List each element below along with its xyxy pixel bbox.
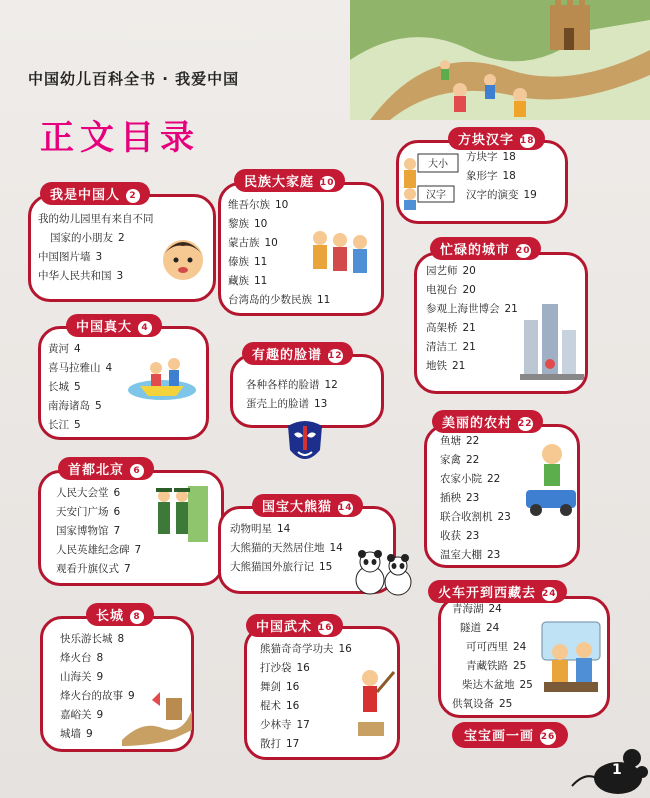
toc-item[interactable]: 联合收割机 23	[440, 511, 511, 523]
toc-item[interactable]: 农家小院 22	[440, 473, 501, 485]
section-title-label: 火车开到西藏去	[438, 586, 537, 601]
section-items-s9	[466, 148, 537, 205]
section-page-badge: 22	[518, 418, 533, 429]
section-page-badge: 16	[318, 622, 333, 633]
section-title-label: 长城	[96, 609, 125, 624]
section-title-label: 方块汉字	[458, 133, 515, 148]
toc-item[interactable]: 插秧 23	[440, 492, 480, 504]
section-title-label: 民族大家庭	[244, 175, 315, 190]
section-items-s11	[440, 432, 511, 565]
toc-item[interactable]: 供氧设备 25	[452, 698, 513, 710]
toc-item[interactable]: 柴达木盆地 25	[462, 679, 533, 691]
toc-heading: 正文目录	[40, 118, 200, 158]
section-items-s7	[230, 520, 343, 577]
section-page-badge: 14	[338, 502, 353, 513]
toc-item[interactable]: 中国图片墙 3	[38, 251, 103, 263]
toc-item[interactable]: 长江 5	[48, 419, 81, 431]
child-face-illustration	[158, 232, 208, 286]
section-items-s1	[38, 210, 154, 286]
toc-item[interactable]: 人民大会堂 6	[56, 487, 121, 499]
great-wall-small-illustration	[122, 690, 192, 746]
toc-item[interactable]: 烽火台 8	[60, 652, 104, 664]
toc-item[interactable]: 高架桥 21	[426, 322, 476, 334]
section-title-s6[interactable]	[242, 342, 353, 365]
toc-item[interactable]: 动物明星 14	[230, 523, 291, 535]
city-illustration	[520, 300, 584, 388]
toc-item[interactable]: 可可西里 24	[466, 641, 527, 653]
toc-item[interactable]: 快乐游长城 8	[60, 633, 125, 645]
toc-item[interactable]: 温室大棚 23	[440, 549, 501, 561]
section-items-s3	[56, 484, 141, 579]
toc-item[interactable]: 嘉峪关 9	[60, 709, 104, 721]
toc-item[interactable]: 打沙袋 16	[260, 662, 310, 674]
toc-item[interactable]: 我的幼儿园里有来自不同	[38, 213, 154, 225]
toc-item[interactable]: 青藏铁路 25	[466, 660, 527, 672]
section-items-s2	[48, 340, 112, 435]
toc-item[interactable]: 黎族 10	[228, 218, 268, 230]
toc-item[interactable]: 鱼塘 22	[440, 435, 480, 447]
sign-text-2: 汉字	[426, 190, 446, 201]
section-title-s5[interactable]	[234, 169, 345, 192]
section-page-badge: 12	[328, 350, 343, 361]
section-items-s10	[426, 262, 518, 376]
section-page-badge: 10	[320, 177, 335, 188]
toc-item[interactable]: 散打 17	[260, 738, 300, 750]
toc-item[interactable]: 喜马拉雅山 4	[48, 362, 113, 374]
toc-item[interactable]: 家禽 22	[440, 454, 480, 466]
toc-item[interactable]: 观看升旗仪式 7	[56, 563, 131, 575]
section-title-s2[interactable]	[66, 314, 162, 337]
section-title-s8[interactable]	[246, 614, 343, 637]
kungfu-kid-illustration	[348, 666, 396, 738]
toc-item[interactable]: 国家博物馆 7	[56, 525, 121, 537]
section-page-badge: 8	[130, 610, 144, 624]
toc-item[interactable]: 天安门广场 6	[56, 506, 121, 518]
toc-item[interactable]: 青海湖 24	[452, 603, 502, 615]
toc-item[interactable]: 方块字 18	[466, 151, 516, 163]
toc-item[interactable]: 熊猫奇奇学功夫 16	[260, 643, 352, 655]
sign-text-1: 大小	[428, 159, 448, 170]
section-items-s12	[452, 600, 533, 714]
toc-item[interactable]: 台湾岛的少数民族 11	[228, 294, 331, 306]
section-title-label: 首都北京	[68, 463, 125, 478]
toc-item[interactable]: 棍术 16	[260, 700, 300, 712]
kids-boat-illustration	[126, 350, 198, 404]
toc-item[interactable]: 参观上海世博会 21	[426, 303, 518, 315]
train-passengers-illustration	[540, 620, 602, 694]
toc-item[interactable]: 电视台 20	[426, 284, 476, 296]
section-title-label: 美丽的农村	[442, 416, 513, 431]
section-title-s1[interactable]	[40, 182, 150, 205]
toc-item[interactable]: 收获 23	[440, 530, 480, 542]
soldiers-illustration	[148, 482, 212, 546]
section-title-label: 中国真大	[76, 320, 133, 335]
toc-item[interactable]: 烽火台的故事 9	[60, 690, 135, 702]
section-title-label: 我是中国人	[50, 188, 121, 203]
toc-item[interactable]: 山海关 9	[60, 671, 104, 683]
section-title-label: 有趣的脸谱	[252, 348, 323, 363]
toc-item[interactable]: 维吾尔族 10	[228, 199, 289, 211]
section-title-label: 忙碌的城市	[440, 243, 511, 258]
toc-item[interactable]: 城墙 9	[60, 728, 93, 740]
section-page-badge: 2	[126, 189, 140, 203]
section-items-s6	[246, 376, 338, 414]
section-page-badge: 18	[520, 135, 535, 146]
toc-item[interactable]: 少林寺 17	[260, 719, 310, 731]
toc-item[interactable]: 南海诸岛 5	[48, 400, 102, 412]
toc-item[interactable]: 长城 5	[48, 381, 81, 393]
toc-item[interactable]: 大熊猫国外旅行记 15	[230, 561, 333, 573]
section-title-label: 中国武术	[256, 620, 313, 635]
opera-mask-illustration	[284, 418, 326, 468]
great-wall-illustration	[350, 0, 650, 120]
toc-item[interactable]: 园艺师 20	[426, 265, 476, 277]
section-title-s11[interactable]	[432, 410, 543, 433]
pandas-illustration	[352, 548, 416, 596]
section-title-s7[interactable]	[252, 494, 363, 517]
toc-item[interactable]: 中华人民共和国 3	[38, 270, 124, 282]
extra-section-label: 宝宝画一画	[464, 729, 535, 744]
toc-item[interactable]: 地铁 21	[426, 360, 466, 372]
chinese-characters-illustration	[398, 150, 462, 210]
toc-item[interactable]: 人民英雄纪念碑 7	[56, 544, 142, 556]
toc-item[interactable]: 象形字 18	[466, 170, 516, 182]
section-title-label: 国宝大熊猫	[262, 500, 333, 515]
ethnic-kids-illustration	[306, 226, 374, 282]
toc-item[interactable]: 舞剑 16	[260, 681, 300, 693]
section-title-s10[interactable]	[430, 237, 541, 260]
toc-item[interactable]: 蒙古族 10	[228, 237, 278, 249]
section-items-s8	[260, 640, 352, 754]
mouse-icon	[566, 740, 650, 798]
book-title: 中国幼儿百科全书 · 我爱中国	[28, 70, 240, 88]
extra-section-draw[interactable]	[452, 722, 568, 748]
section-page-badge: 4	[138, 321, 152, 335]
section-page-badge: 20	[516, 245, 531, 256]
section-page-badge: 6	[130, 464, 144, 478]
toc-item[interactable]: 蛋壳上的脸谱 13	[246, 398, 328, 410]
section-title-s9[interactable]	[448, 127, 545, 150]
toc-item[interactable]: 黄河 4	[48, 343, 81, 355]
section-title-s3[interactable]	[58, 457, 154, 480]
toc-item[interactable]: 藏族 11	[228, 275, 268, 287]
toc-item[interactable]: 国家的小朋友 2	[50, 232, 125, 244]
page-number: 1	[612, 762, 622, 778]
toc-item[interactable]: 大熊猫的天然居住地 14	[230, 542, 343, 554]
extra-section-page-badge: 26	[540, 729, 556, 745]
toc-item[interactable]: 汉字的演变 19	[466, 189, 537, 201]
section-title-s4[interactable]	[86, 603, 154, 626]
farm-illustration	[520, 440, 582, 520]
section-page-badge: 24	[542, 588, 557, 599]
toc-item[interactable]: 隧道 24	[460, 622, 500, 634]
toc-item[interactable]: 清洁工 21	[426, 341, 476, 353]
toc-item[interactable]: 各种各样的脸谱 12	[246, 379, 338, 391]
toc-item[interactable]: 傣族 11	[228, 256, 268, 268]
